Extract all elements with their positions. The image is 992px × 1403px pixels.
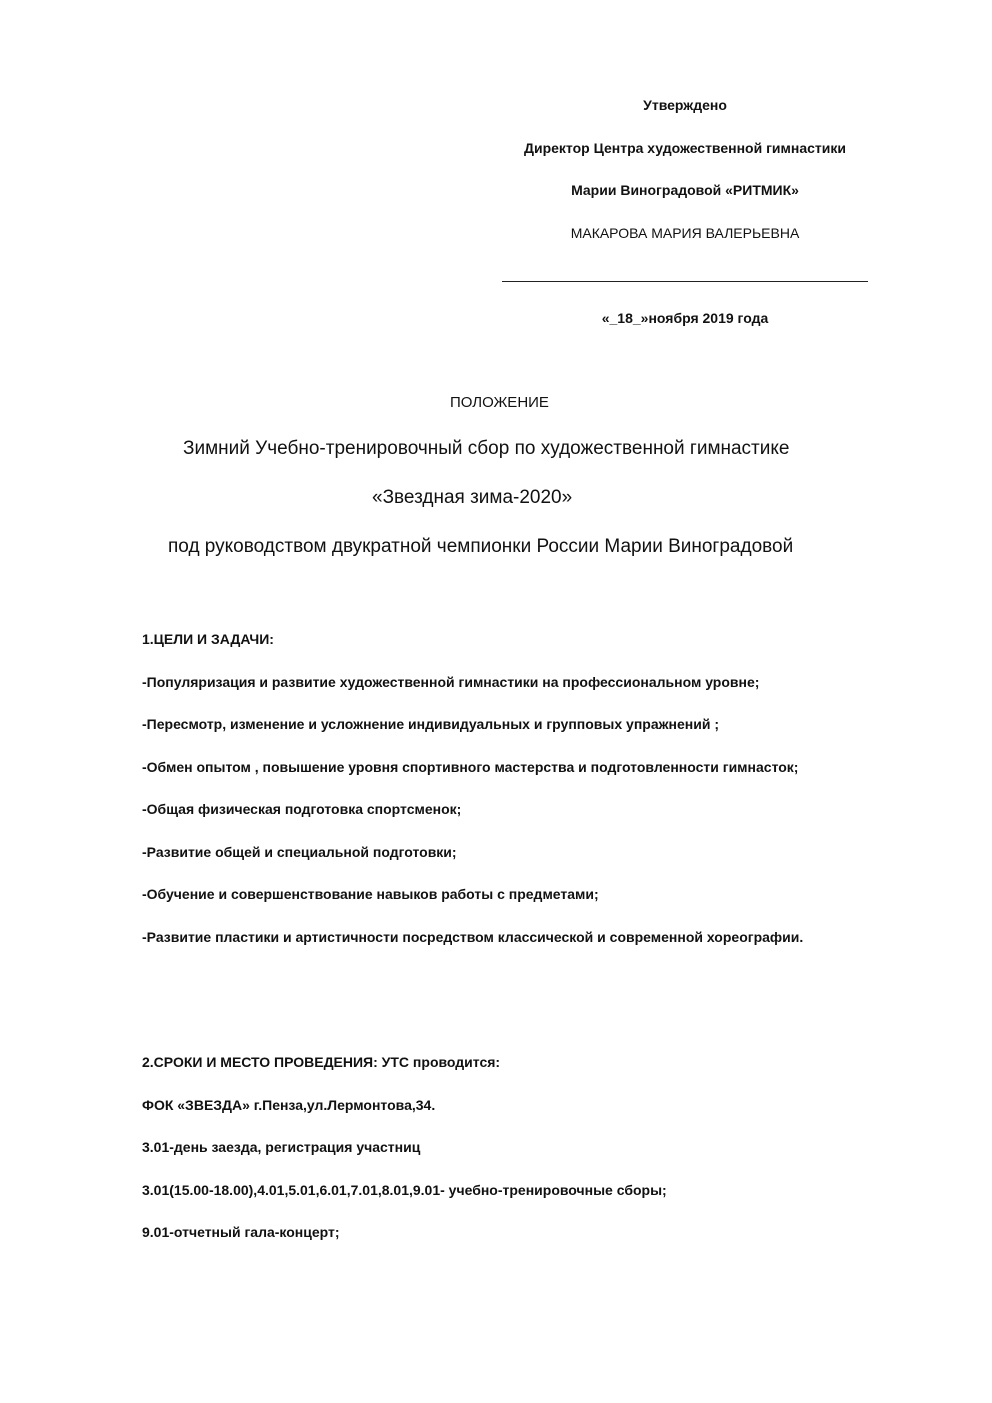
approval-position: Директор Центра художественной гимнастики [523,139,846,156]
approval-block [470,94,900,350]
list-item: -Обмен опытом , повышение уровня спортивного мастерства и подготовленности гимнасток; [142,758,799,775]
document-title-line-2: «Звездная зима-2020» [372,487,573,508]
list-item: -Популяризация и развитие художественной гимнастики на профессиональном уровне; [142,673,760,690]
list-item: -Пересмотр, изменение и усложнение индивидуальных и групповых упражнений ; [142,716,720,732]
section-goals [142,628,932,968]
list-item: -Обучение и совершенствование навыков работы с предметами; [142,886,599,902]
list-item: -Развитие пластики и артистичности посредством классической и современной хореографии. [142,928,804,945]
section-goals-heading: 1.ЦЕЛИ И ЗАДАЧИ: [142,631,274,647]
document-heading: ПОЛОЖЕНИЕ [450,394,549,411]
document-title-line-1: Зимний Учебно-тренировочный сбор по художественной гимнастике [183,438,790,459]
section-dates-heading: 2.СРОКИ И МЕСТО ПРОВЕДЕНИЯ: УТС проводится: [142,1054,501,1070]
document-title-line-3: под руководством двукратной чемпионки России Марии Виноградовой [168,536,794,557]
list-item: 3.01-день заезда, регистрация участниц [142,1139,421,1155]
signature-line [502,281,868,282]
approval-approved: Утверждено [643,97,727,113]
signature-line-row [470,264,900,307]
approval-name: МАКАРОВА МАРИЯ ВАЛЕРЬЕВНА [570,224,800,241]
list-item: 9.01-отчетный гала-концерт; [142,1224,340,1240]
approval-date: «_18_»ноября 2019 года [601,309,769,326]
list-item: -Развитие общей и специальной подготовки; [142,843,457,860]
list-item: ФОК «ЗВЕЗДА» г.Пенза,ул.Лермонтова,34. [142,1096,436,1113]
section-dates-place [142,1051,932,1264]
list-item: 3.01(15.00-18.00),4.01,5.01,6.01,7.01,8.01,9.01- учебно-тренировочные сборы; [142,1181,667,1198]
approval-center: Марии Виноградовой «РИТМИК» [571,182,799,199]
list-item: -Общая физическая подготовка спортсменок; [142,801,462,817]
